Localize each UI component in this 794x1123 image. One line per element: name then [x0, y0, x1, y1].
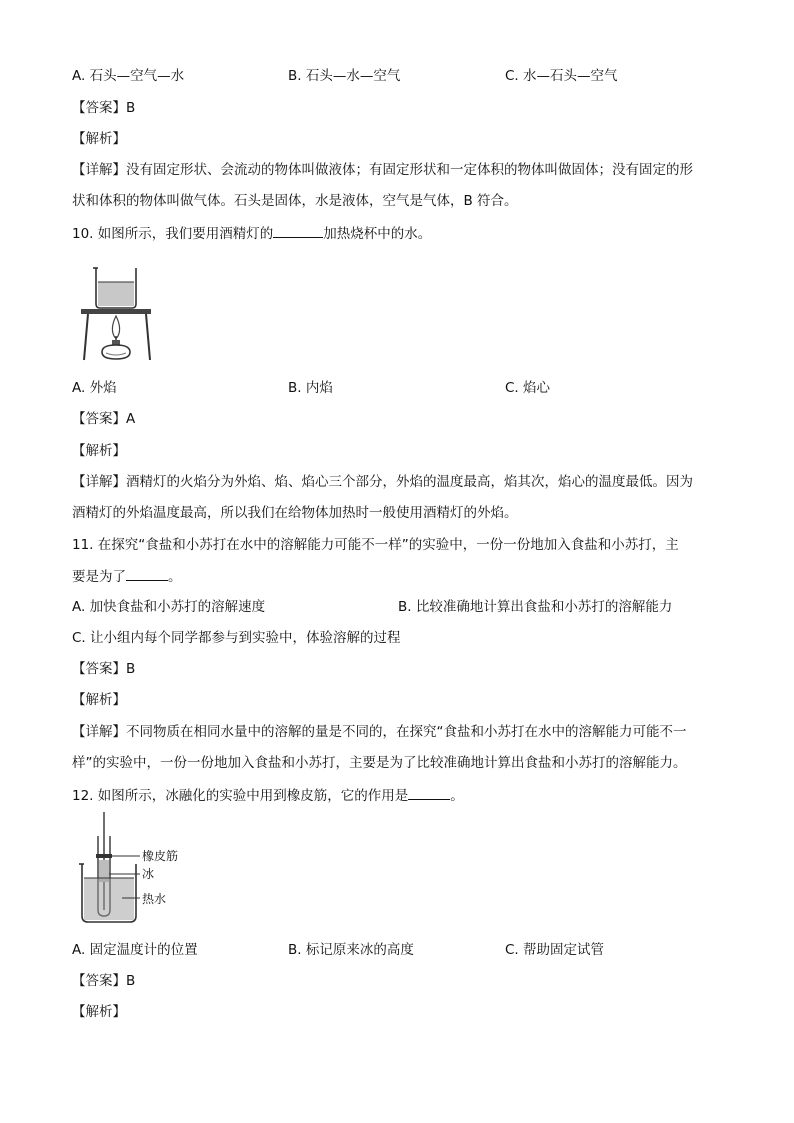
q11-option-b: B. 比较准确地计算出食盐和小苏打的溶解能力 [398, 599, 673, 615]
figure-label-ice: 冰 [142, 867, 155, 881]
answer-blank [126, 566, 168, 581]
q10-option-a: A. 外焰 [72, 380, 117, 396]
q11-detail-line-2: 样”的实验中，一份一份地加入食盐和小苏打，主要是为了比较准确地计算出食盐和小苏打的溶解能力。 [72, 755, 687, 771]
q10-stem-post: 加热烧杯中的水。 [323, 226, 432, 242]
q11-analysis-heading: 【解析】 [72, 692, 126, 708]
q11-stem-line-1: 11. 在探究“食盐和小苏打在水中的溶解能力可能不一样”的实验中，一份一份地加入食盐和小苏打，主 [72, 537, 679, 553]
q9-answer: 【答案】B [72, 100, 136, 116]
q12-option-a: A. 固定温度计的位置 [72, 942, 198, 958]
q11-detail-line-1: 【详解】不同物质在相同水量中的溶解的量是不同的，在探究“食盐和小苏打在水中的溶解能力可能不一 [72, 724, 687, 740]
q9-option-b: B. 石头—水—空气 [288, 68, 401, 84]
q9-option-a: A. 石头—空气—水 [72, 68, 185, 84]
q11-stem-pre: 要是为了 [72, 569, 126, 585]
answer-blank [273, 223, 323, 238]
figure-label-rubber-band: 橡皮筋 [142, 849, 179, 863]
ice-melting-figure [74, 812, 204, 927]
q9-analysis-heading: 【解析】 [72, 131, 126, 147]
ice-melting-diagram [74, 812, 204, 927]
figure-label-hot-water: 热水 [142, 892, 167, 906]
q10-option-b: B. 内焰 [288, 380, 333, 396]
q10-detail-line-2: 酒精灯的外焰温度最高，所以我们在给物体加热时一般使用酒精灯的外焰。 [72, 505, 518, 521]
q11-stem-post: 。 [168, 569, 182, 585]
q12-stem-post: 。 [450, 788, 464, 804]
q12-answer: 【答案】B [72, 973, 136, 989]
q10-stem [72, 223, 431, 244]
q9-detail-line-1: 【详解】没有固定形状、会流动的物体叫做液体；有固定形状和一定体积的物体叫做固体；没有固定的形 [72, 162, 693, 178]
q12-stem-pre: 12. 如图所示，冰融化的实验中用到橡皮筋，它的作用是 [72, 788, 409, 804]
alcohol-lamp-figure [76, 256, 158, 366]
q10-option-c: C. 焰心 [505, 380, 551, 396]
q10-stem-pre: 10. 如图所示，我们要用酒精灯的 [72, 226, 274, 242]
q9-detail-line-2: 状和体积的物体叫做气体。石头是固体，水是液体，空气是气体，B 符合。 [72, 193, 518, 209]
q12-option-c: C. 帮助固定试管 [505, 942, 605, 958]
q11-option-c: C. 让小组内每个同学都参与到实验中，体验溶解的过程 [72, 630, 401, 646]
q11-option-a: A. 加快食盐和小苏打的溶解速度 [72, 599, 266, 615]
q10-answer: 【答案】A [72, 411, 136, 427]
answer-blank [408, 785, 450, 800]
q11-answer: 【答案】B [72, 661, 136, 677]
q12-option-b: B. 标记原来冰的高度 [288, 942, 414, 958]
q10-detail-line-1: 【详解】酒精灯的火焰分为外焰、焰、焰心三个部分，外焰的温度最高，焰其次，焰心的温度最低。因为 [72, 474, 693, 490]
q10-analysis-heading: 【解析】 [72, 443, 126, 459]
q12-analysis-heading: 【解析】 [72, 1004, 126, 1020]
q9-option-c: C. 水—石头—空气 [505, 68, 618, 84]
q12-stem [72, 785, 464, 806]
q11-stem-line-2 [72, 566, 182, 587]
